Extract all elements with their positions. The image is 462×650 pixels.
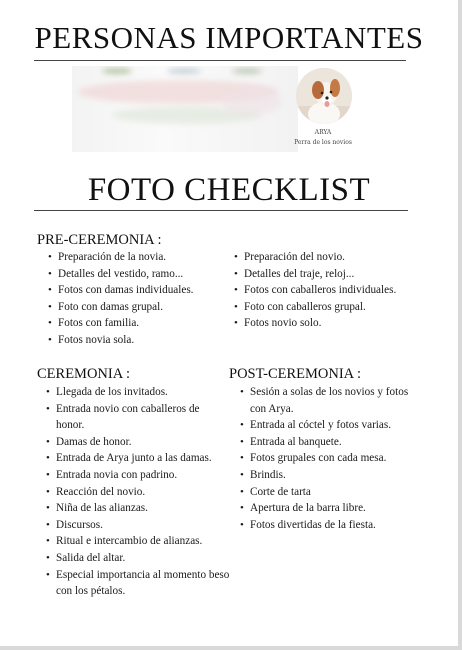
list-item: • Fotos divertidas de la fiesta.: [240, 517, 416, 534]
pet-name: ARYA: [314, 129, 332, 136]
list-item: • Damas de honor.: [46, 434, 230, 451]
checklist-divider: [34, 210, 408, 211]
list-item: • Foto con caballeros grupal.: [234, 299, 434, 316]
list-item: • Fotos grupales con cada mesa.: [240, 450, 416, 467]
dog-illustration: [296, 68, 352, 124]
list-item: • Fotos con damas individuales.: [48, 282, 238, 299]
blur-shape: [167, 68, 201, 74]
pre-ceremonia-novia-list: [48, 249, 238, 349]
list-item: • Sesión a solas de los novios y fotos con Arya.: [240, 384, 416, 417]
list-item: • Brindis.: [240, 467, 416, 484]
pre-ceremonia-heading: PRE-CEREMONIA :: [37, 232, 162, 248]
list-item: • Entrada novia con padrino.: [46, 467, 230, 484]
list-item: • Detalles del vestido, ramo...: [48, 266, 238, 283]
checklist-title: FOTO CHECKLIST: [87, 172, 371, 208]
list-item: • Preparación de la novia.: [48, 249, 238, 266]
list-item: • Fotos novio solo.: [234, 315, 434, 332]
list-item: • Entrada de Arya junto a las damas.: [46, 450, 230, 467]
list-item: • Salida del altar.: [46, 550, 230, 567]
list-item: • Detalles del traje, reloj...: [234, 266, 434, 283]
blur-shape: [232, 68, 262, 74]
list-item: • Entrada novio con caballeros de honor.: [46, 401, 230, 434]
list-item: • Llegada de los invitados.: [46, 384, 230, 401]
pre-ceremonia-novio-list: [234, 249, 434, 332]
list-item: • Niña de las alianzas.: [46, 500, 230, 517]
blur-shape: [102, 68, 132, 74]
post-ceremonia-list: [240, 384, 416, 533]
title-divider: [34, 60, 406, 61]
list-item: • Entrada al banquete.: [240, 434, 416, 451]
blurred-people-photos: [72, 66, 298, 152]
list-item: • Preparación del novio.: [234, 249, 434, 266]
list-item: • Apertura de la barra libre.: [240, 500, 416, 517]
list-item: • Fotos con caballeros individuales.: [234, 282, 434, 299]
list-item: • Entrada al cóctel y fotos varias.: [240, 417, 416, 434]
list-item: • Corte de tarta: [240, 484, 416, 501]
ceremonia-heading: CEREMONIA :: [37, 366, 131, 382]
post-ceremonia-heading: POST-CEREMONIA :: [229, 366, 362, 382]
list-item: • Foto con damas grupal.: [48, 299, 238, 316]
list-item: • Fotos con familia.: [48, 315, 238, 332]
list-item: • Discursos.: [46, 517, 230, 534]
list-item: • Fotos novia sola.: [48, 332, 238, 349]
ceremonia-list: [46, 384, 230, 600]
list-item: • Ritual e intercambio de alianzas.: [46, 533, 230, 550]
blur-shape: [222, 86, 282, 116]
list-item: • Reacción del novio.: [46, 484, 230, 501]
list-item: • Especial importancia al momento beso con los pétalos.: [46, 567, 230, 600]
pet-role: Perra de los novios: [294, 139, 352, 146]
dog-photo: [296, 68, 352, 124]
page-title: PERSONAS IMPORTANTES: [34, 20, 424, 55]
